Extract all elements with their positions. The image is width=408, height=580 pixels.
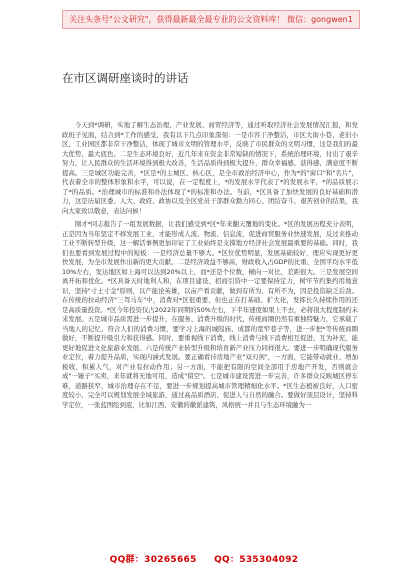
paragraph-1: 今天到*调研，实地了解生态治理、产业发展、商贸经济等，通过听取经济社会发展情况汇报，和党政班子见面，结合到*工作的感受，我有以下几点印象深刻：一是市容干净整洁，市区大街小巷、老旧小区，工业园区都非常干净整洁，体现了城市文明的管理水平，反映了市民群众的文明习惯，这是我们的最大优势、最大底色。二是生态环境良好，近几年来在资金非常短缺的情况下，系统治理环境，付出了艰辛努力，让人民群众的生活环境得到极大改善，生活品质得到极大提升，群众幸福感、获得感、满意度不断提高。三是城区功能完善，*区是*的主城区、核心区，是全市政治经济中心，作为*的"窗口"和"名片"，代表着全市的整体形象和水平，可以说，在一定程度上，*的发展水平代表了*的发展水平，*的品质展示了*的品质。*治理城市的标准和办法体现了*的标准和办法。当前，*区具备了加快发展的良好基础和潜力，这是历届区委、人大、政府、政协以及全区党员干部群众勠力同心、团结奋斗、艰苦创业的结果，我向大家致以敬意，表达问候！ [62, 121, 358, 215]
document-body [62, 121, 358, 410]
promo-banner: 关注头条号"公文研究"，获得最新最全最专业的公文资料库！ 微信：gongwen1 [62, 10, 360, 29]
qq-number-text: QQ：535304092 [214, 555, 299, 565]
qq-group-text: QQ群：30265665 [109, 555, 197, 565]
contact-footer [0, 552, 408, 565]
paragraph-2: 刚才*同志报告了一组发展数据，让我们感受到*区*年来翻天覆地的变化。*区的发展历程充分表明，正是因为当年坚定不移发展工业，才能形成人流、物流、信息流，促进商贸服务业快速发展，反过来推动工业不断转型升级，这一解活事例更加印证了工业始终是支撑地方经济社会发展最重要的基础。同时，我们也要看到发展过程中的短板：一是经济总量不够大。*区位优势明显，发展基础较好，理应实现更好更快发展，为全市发展作出新的更大贡献。二是经济效益不够高，财政收入占GDP的比重、全国平均水平低10%左右，发达地区如上海可以达到20%以上，而*还是个位数，横向一对比，差距很大。三是发展空间离开拓和优化。*区具备天时地利人和，在项目建设、招商引资中一定要保持定力，树牢节约集约用地意识，坚持"寸土寸金"原则，以产能论英雄，以亩产看贡献，做到有所为、有所不为，因是投资缺乏后劲。在传统的拉动经济"三驾马车"中，消费对*区很重要，但也正在打基础、扩大化，发挥长久持续作用的还是高质量投资。*区今年投资仅占2022年同期的50%左右，下半年速度如果上不去，必将很大程度制约未来发展。五是城市品质需进一步提升，在服务、消费升级的时代，传统商圈仍然有重独特魅力，它承载了当地人的记忆，符合人们的消费习惯，要学习上海的城隍庙、成都的宽窄巷子等，进一步把*等传统商圈做好，不断提升吸引力和获得感。同时，要重视线下消费，线上消费与线下消费相互促进、互为补充，能更好地促进文化旅游业发展。六是传统产业转型升级和培育新产业压力同样很大。要进一步明确现代服务业定位，着力提升品质，实现内涵式发展。要正确看待房地产业"双刃剑"，一方面，它能带动就业、增加税收、积累人气，对产业有拉动作用；另一方面，不能把有限的空间全部用于房地产开发，否则就会成"一锤子"买卖，来年就将无地可用，造成"留空"。七是城市建设需进一步完善，许多群众反映城区停车难，道路狭窄，城市治理存在不足，要进一步规划提高城市管理精细化水平。*区生态植被良好，人口密度较小，完全可以规划发展全域旅游，通过高品质酒店、促进人与自然的融合。要做好顶层设计，坚持科学定位，一张蓝图绘到底，比如江西、安徽的徽派建筑，风格统一并且与生态环境融为一 [62, 220, 358, 409]
document-title: 在市区调研座谈时的讲话 [62, 71, 189, 85]
